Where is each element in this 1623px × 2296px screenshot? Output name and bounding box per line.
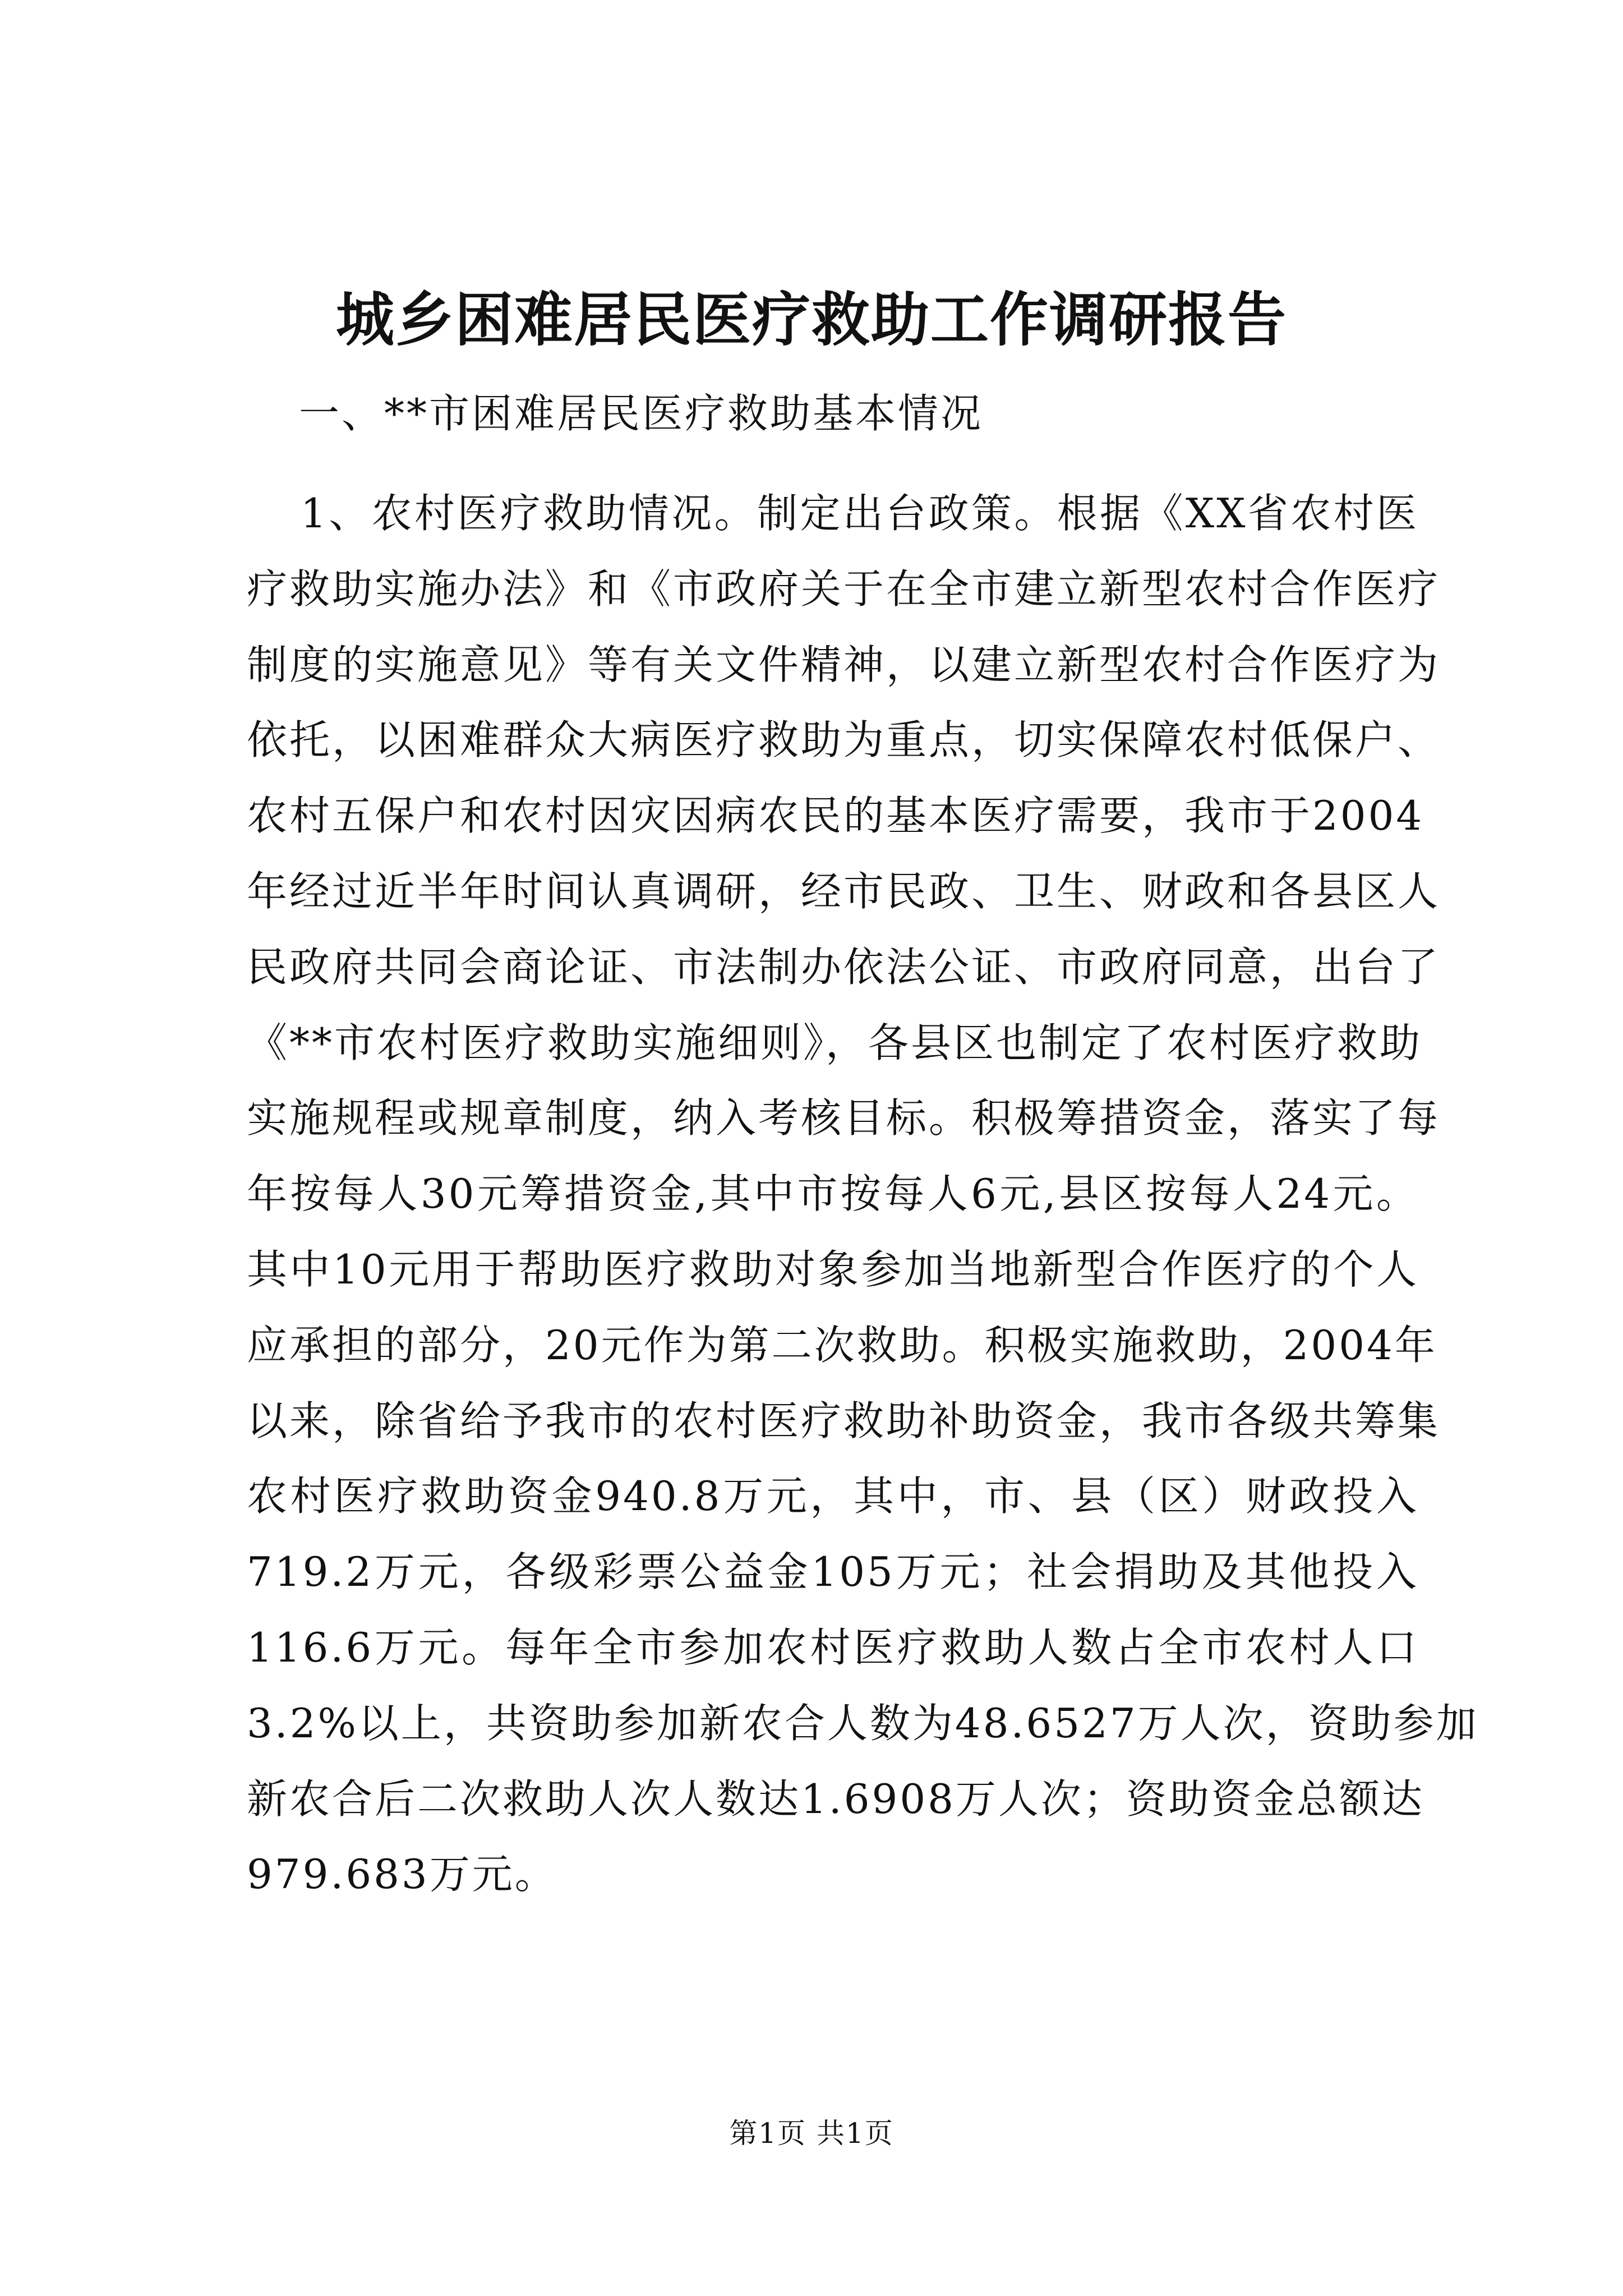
paragraph-line: 农村五保户和农村因灾因病农民的基本医疗需要，我市于2004: [247, 792, 1424, 840]
paragraph-line: 其中10元用于帮助医疗救助对象参加当地新型合作医疗的个人: [247, 1245, 1419, 1293]
paragraph-line: 年按每人30元筹措资金,其中市按每人6元,县区按每人24元。: [247, 1170, 1419, 1218]
paragraph-line: 实施规程或规章制度，纳入考核目标。积极筹措资金，落实了每: [247, 1094, 1441, 1142]
paragraph-line: 116.6万元。每年全市参加农村医疗救助人数占全市农村人口: [247, 1623, 1419, 1671]
paragraph-line: 农村医疗救助资金940.8万元，其中，市、县（区）财政投入: [247, 1473, 1419, 1520]
paragraph-line: 1、农村医疗救助情况。制定出台政策。根据《XX省农村医: [301, 490, 1419, 537]
document-title: 城乡困难居民医疗救助工作调研报告: [335, 285, 1287, 354]
body-paragraph: [247, 476, 1479, 1912]
section-heading: 一、**市困难居民医疗救助基本情况: [299, 390, 984, 437]
paragraph-line: 《**市农村医疗救助实施细则》，各县区也制定了农村医疗救助: [247, 1019, 1423, 1066]
paragraph-line: 719.2万元，各级彩票公益金105万元；社会捐助及其他投入: [247, 1548, 1419, 1596]
paragraph-line: 制度的实施意见》等有关文件精神，以建立新型农村合作医疗为: [247, 641, 1441, 688]
paragraph-line: 疗救助实施办法》和《市政府关于在全市建立新型农村合作医疗: [247, 565, 1441, 613]
paragraph-line: 民政府共同会商论证、市法制办依法公证、市政府同意，出台了: [247, 943, 1441, 991]
paragraph-line: 新农合后二次救助人次人数达1.6908万人次；资助资金总额达: [247, 1775, 1424, 1823]
paragraph-line: 依托，以困难群众大病医疗救助为重点，切实保障农村低保户、: [247, 716, 1441, 764]
paragraph-line: 979.683万元。: [247, 1851, 557, 1898]
page-number-footer: 第1页 共1页: [729, 2117, 894, 2150]
paragraph-line: 以来，除省给予我市的农村医疗救助补助资金，我市各级共筹集: [247, 1397, 1441, 1444]
paragraph-line: 3.2%以上，共资助参加新农合人数为48.6527万人次，资助参加: [247, 1699, 1479, 1747]
paragraph-line: 应承担的部分，20元作为第二次救助。积极实施救助，2004年: [247, 1321, 1437, 1369]
paragraph-line: 年经过近半年时间认真调研，经市民政、卫生、财政和各县区人: [247, 867, 1441, 915]
